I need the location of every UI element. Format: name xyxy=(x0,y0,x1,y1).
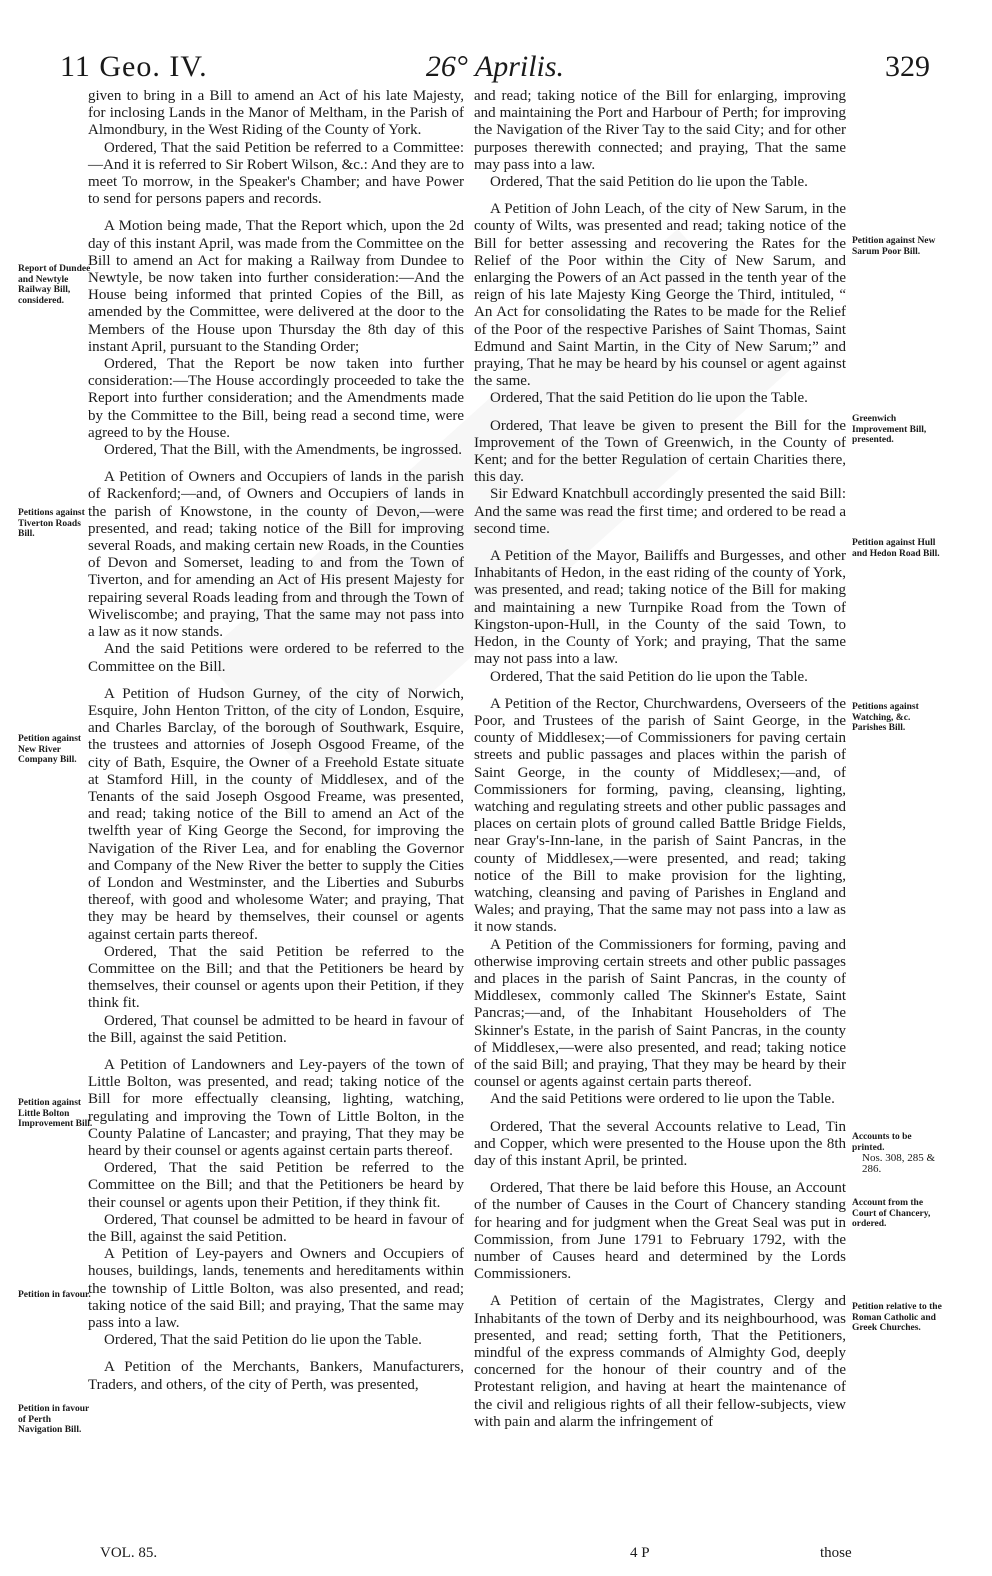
margin-note: Petitions against Watching, &c. Parishes Bill. xyxy=(852,702,919,733)
paragraph: Ordered, That the said Petition be referred to the Committee on the Bill; and that the Petitioners be heard by themselves, their counsel or agents upon their Petition, if they think fit. xyxy=(88,943,464,1012)
paragraph: A Petition of Ley-payers and Owners and Occupiers of houses, buildings, lands, tenements and hereditaments within the township of Little Bolton, was also presented, and read; taking notice of the said Bill; and praying, That the same may pass into a law. xyxy=(88,1246,464,1332)
margin-note: Petition against Hull and Hedon Road Bill. xyxy=(852,538,940,559)
margin-note-numbers: Nos. 308, 285 & 286. xyxy=(862,1152,936,1175)
paragraph: Ordered, That counsel be admitted to be heard in favour of the Bill, against the said Petition. xyxy=(88,1211,464,1245)
volume-label: VOL. 85. xyxy=(100,1545,158,1561)
paragraph: Sir Edward Knatchbull accordingly presented the said Bill: And the same was read the first time; and ordered to be read a second time. xyxy=(474,486,846,537)
margin-note: Petition against New Sarum Poor Bill. xyxy=(852,236,936,257)
paragraph: Ordered, That the said Petition do lie upon the Table. xyxy=(490,390,808,407)
paragraph: And the said Petitions were ordered to lie upon the Table. xyxy=(490,1091,835,1108)
margin-note: Petition relative to the Roman Catholic and Greek Churches. xyxy=(852,1302,942,1333)
regnal-year: 11 Geo. IV. xyxy=(60,50,208,83)
page-number: 329 xyxy=(885,50,930,83)
paragraph: Ordered, That the Report be now taken into further consideration:—The House accordingly proceeded to take the Report into further consideration; and the Amendments made by the Committee to the Bill, being read a second time, were agreed to by the House. xyxy=(88,356,464,441)
date-heading: 26° Aprilis. xyxy=(425,50,565,83)
catchword: those xyxy=(820,1545,852,1561)
paragraph: Ordered, That the several Accounts relative to Lead, Tin and Copper, which were presented to the House upon the 8th day of this instant April, be printed. xyxy=(474,1118,846,1169)
right-column xyxy=(474,88,846,1431)
paragraph: A Petition of Landowners and Ley-payers of the town of Little Bolton, was presented, and read; taking notice of the Bill for more effectually cleansing, lighting, watching, regulating and improving the Town of Little Bolton, in the County Palatine of Lancaster; and praying, That they may be heard by their counsel or agents against certain parts thereof. xyxy=(88,1056,464,1159)
page-header xyxy=(60,50,930,86)
margin-note: Report of Dundee and Newtyle Railway Bill, considered. xyxy=(18,264,91,306)
margin-note: Account from the Court of Chancery, ordered. xyxy=(852,1198,931,1229)
paragraph: A Petition of Owners and Occupiers of lands in the parish of Rackenford;—and, of Owners and Occupiers of lands in the parish of Knowstone, in the county of Devon,—were presented, and read; taking notice of the Bill for improving several Roads, and making certain new Roads, in the Counties of Devon and Somerset, leading to and from the Town of Tiverton, and for amending an Act of His present Majesty for repairing several Roads leading from and through the Town of Wiveliscombe; and praying, That the same may not pass into a law as it now stands. xyxy=(88,469,464,641)
paragraph: Ordered, That the said Petition be referred to the Committee on the Bill; and that the Petitioners be heard by their counsel or agents upon their Petition, if they think fit. xyxy=(88,1160,464,1211)
paragraph: Ordered, That counsel be admitted to be heard in favour of the Bill, against the said Petition. xyxy=(88,1012,464,1046)
paragraph: A Petition of the Mayor, Bailiffs and Burgesses, and other Inhabitants of Hedon, in the east riding of the county of York, was presented, and read; taking notice of the Bill for making and maintaining a new Turnpike Road from the Town of Kingston-upon-Hull, in the County of the said Town, to Hedon, in the County of York; and praying, That the same may not pass into a law. xyxy=(474,548,846,668)
paragraph: Ordered, That the Bill, with the Amendments, be ingrossed. xyxy=(104,442,462,459)
paragraph: Ordered, That leave be given to present the Bill for the Improvement of the Town of Greenwich, in the County of Kent; and for the better Regulation of certain Charities there, this day. xyxy=(474,417,846,486)
margin-note: Petition in favour. xyxy=(18,1290,91,1300)
paragraph: A Petition of the Commissioners for forming, paving and otherwise improving certain streets and other public passages and places in the parish of Saint Pancras, in the county of Middlesex, commonly called The Skinner's Estate, Saint Pancras;—and, of the Inhabitant Householders of The Skinner's Estate, in the parish of Saint Pancras, in the county of Middlesex,—were also presented, and read; taking notice of the said Bill; and praying, That they may be heard by their counsel or agents against certain parts thereof. xyxy=(474,936,846,1091)
paragraph: Ordered, That there be laid before this House, an Account of the number of Causes in the Court of Chancery standing for hearing and for judgment when the Great Seal was put in Commission, from June 1791 to February 1792, with the number of Causes heard and determined by the Lords Commissioners. xyxy=(474,1180,846,1283)
paragraph: A Petition of Hudson Gurney, of the city of Norwich, Esquire, John Henton Tritton, of the city of London, Esquire, and Charles Barclay, of the borough of Southwark, Esquire, the trustees and attornies of Joseph Osgood Freame, of the city of Bath, Esquire, the Owner of a Freehold Estate situate at Stamford Hill, in the county of Middlesex, and of the Tenants of the said Joseph Osgood Freame, was presented, and read; taking notice of the Bill to amend an Act of the twelfth year of King George the Second, for improving the Navigation of the River Lea, and for enabling the Governor and Company of the New River the better to supply the Cities of London and Westminster, and the Liberties and Suburbs thereof, with good and wholesome Water; and praying, That they may be heard by themselves, their counsel or agents against certain parts thereof. xyxy=(88,685,464,943)
paragraph: Ordered, That the said Petition do lie upon the Table. xyxy=(490,668,808,685)
margin-note-text: Accounts to be printed. xyxy=(852,1132,912,1153)
paragraph: given to bring in a Bill to amend an Act of his late Majesty, for inclosing Lands in the Manor of Meltham, in the Parish of Almondbury, in the West Riding of the County of York. xyxy=(88,88,464,139)
paragraph: And the said Petitions were ordered to be referred to the Committee on the Bill. xyxy=(88,641,464,675)
margin-note: Petition against New River Company Bill. xyxy=(18,734,82,765)
paragraph: A Motion being made, That the Report which, upon the 2d day of this instant April, was made from the Committee on the Bill to amend an Act for making a Railway from Dundee to Newtyle, be now taken into further consideration:—And the House being informed that printed Copies of the Bill, as amended by the Committee, were delivered at the door to the Members of the House upon Thursday the 8th day of this instant April, pursuant to the Standing Order; xyxy=(88,218,464,355)
margin-note: Greenwich Improvement Bill, presented. xyxy=(852,414,927,445)
paragraph: Ordered, That the said Petition do lie upon the Table. xyxy=(104,1332,422,1349)
margin-note: Petitions against Tiverton Roads Bill. xyxy=(18,508,85,539)
paragraph: A Petition of the Merchants, Bankers, Manufacturers, Traders, and others, of the city of Perth, was presented, xyxy=(88,1359,464,1393)
paragraph: and read; taking notice of the Bill for enlarging, improving and maintaining the Port and Harbour of Perth; for improving the Navigation of the River Tay to the said City; and for other purposes therewith connected; and praying, That the same may pass into a law. xyxy=(474,88,846,173)
signature-mark: 4 P xyxy=(630,1545,650,1561)
paragraph: Ordered, That the said Petition be referred to a Committee:—And it is referred to Sir Robert Wilson, &c.: And they are to meet To morrow, in the Speaker's Chamber; and have Power to send for persons papers and records. xyxy=(88,139,464,208)
paragraph: Ordered, That the said Petition do lie upon the Table. xyxy=(490,174,808,191)
left-column xyxy=(88,88,464,1394)
paragraph: A Petition of the Rector, Churchwardens, Overseers of the Poor, and Trustees of the parish of Saint George, in the county of Middlesex;—of Commissioners for paving certain streets and public passages and places within the parish of Saint George, in the county of Middlesex;—and, of Commissioners for forming, paving, cleansing, lighting, watching and regulating streets and other public passages and places on certain plots of ground called Battle Bridge Fields, near Gray's-Inn-lane, in the parish of Saint Pancras, in the county of Middlesex,—were presented, and read; taking notice of the Bill to make provision for the lighting, watching, cleansing and paving of Parishes in England and Wales; and praying, That the same may not pass into a law as it now stands. xyxy=(474,695,846,936)
margin-note xyxy=(852,1132,942,1174)
margin-note: Petition against Little Bolton Improvement Bill. xyxy=(18,1098,93,1129)
paragraph: A Petition of John Leach, of the city of New Sarum, in the county of Wilts, was presented and read; taking notice of the Bill for better assessing and recovering the Rates for the Relief of the Poor within the City of New Sarum, and enlarging the Powers of an Act passed in the tenth year of the reign of his late Majesty King George the Third, intituled, “ An Act for consolidating the Rates to be made for the Relief of the Poor of the respective Parishes of Saint Thomas, Saint Edmund and Saint Martin, in the City of New Sarum;” and praying, That he may be heard by his counsel or agent against the same. xyxy=(474,201,846,390)
paragraph: A Petition of certain of the Magistrates, Clergy and Inhabitants of the town of Derby and its neighbourhood, was presented, and read; setting forth, That the Petitioners, mindful of the express commands of Almighty God, deeply concerned for the honour of their country and of the Protestant religion, and having at heart the maintenance of the civil and religious rights of all their fellow-subjects, view with pain and alarm the infringement of xyxy=(474,1293,846,1430)
margin-note: Petition in favour of Perth Navigation Bill. xyxy=(18,1404,90,1435)
